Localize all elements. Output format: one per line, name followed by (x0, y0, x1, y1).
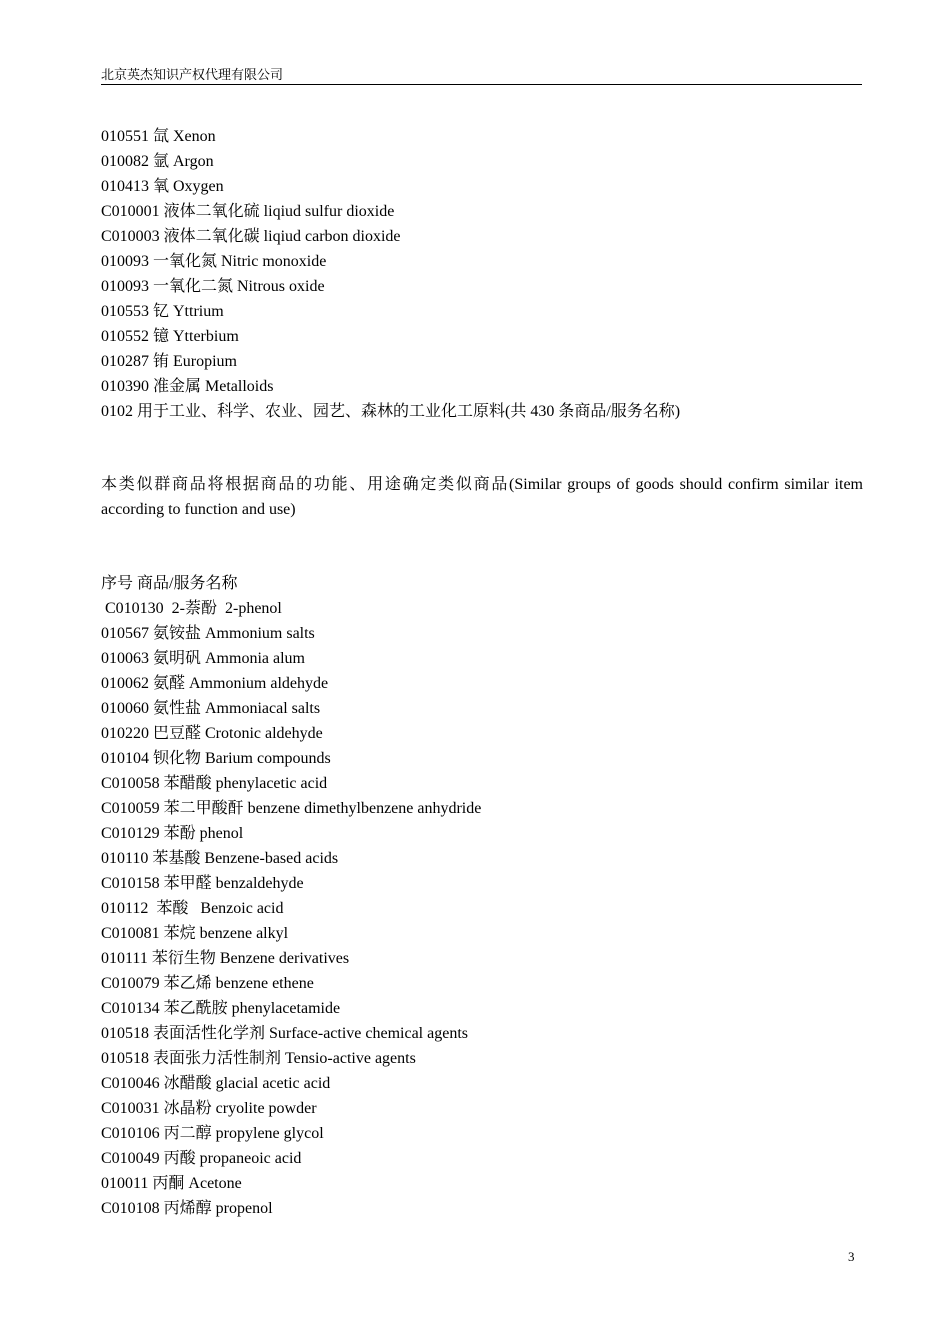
list-item: 010011 丙酮 Acetone (101, 1175, 242, 1192)
list-item: 010110 苯基酸 Benzene-based acids (101, 850, 339, 867)
list-item: C010108 丙烯醇 propenol (101, 1200, 273, 1217)
goods-list-top (101, 124, 863, 424)
list-item: 010220 巴豆醛 Crotonic aldehyde (101, 725, 323, 742)
list-item: 010111 苯衍生物 Benzene derivatives (101, 950, 350, 967)
list-item: 010567 氨铵盐 Ammonium salts (101, 625, 315, 642)
list-item: C010059 苯二甲酸酐 benzene dimethylbenzene anhydride (101, 800, 482, 817)
list-item: 010060 氨性盐 Ammoniacal salts (101, 700, 321, 717)
goods-list-main (101, 571, 863, 1221)
list-item: 010112 苯酸 Benzoic acid (101, 900, 284, 917)
list-item: C010001 液体二氧化硫 liqiud sulfur dioxide (101, 203, 395, 220)
list-item: C010031 冰晶粉 cryolite powder (101, 1100, 317, 1117)
list-item: 010390 准金属 Metalloids (101, 378, 274, 395)
list-item: 010413 氧 Oxygen (101, 178, 224, 195)
similar-groups-note: 本类似群商品将根据商品的功能、用途确定类似商品(Similar groups of goods should confirm similar item according to function and use) (101, 476, 863, 518)
list-item: 010093 一氧化氮 Nitric monoxide (101, 253, 327, 270)
list-item: C010158 苯甲醛 benzaldehyde (101, 875, 304, 892)
list-item: C010129 苯酚 phenol (101, 825, 244, 842)
list-item: C010079 苯乙烯 benzene ethene (101, 975, 314, 992)
list-item: 010104 钡化物 Barium compounds (101, 750, 331, 767)
page-number: 3 (848, 1249, 855, 1264)
list-item: 010287 铕 Europium (101, 353, 237, 370)
list-item: 010553 钇 Yttrium (101, 303, 224, 320)
list-heading: 序号 商品/服务名称 (101, 575, 238, 592)
list-item: C010046 冰醋酸 glacial acetic acid (101, 1075, 331, 1092)
list-item: C010058 苯醋酸 phenylacetic acid (101, 775, 328, 792)
list-item: C010130 2-萘酚 2-phenol (101, 600, 282, 617)
list-item: 010063 氨明矾 Ammonia alum (101, 650, 305, 667)
list-item: 010518 表面张力活性制剂 Tensio-active agents (101, 1050, 416, 1067)
list-item: C010081 苯烷 benzene alkyl (101, 925, 289, 942)
list-item: 010082 氩 Argon (101, 153, 214, 170)
list-item: 010551 氙 Xenon (101, 128, 216, 145)
list-item: C010106 丙二醇 propylene glycol (101, 1125, 324, 1142)
list-item: C010134 苯乙酰胺 phenylacetamide (101, 1000, 341, 1017)
list-item: C010003 液体二氧化碳 liqiud carbon dioxide (101, 228, 401, 245)
page-header: 北京英杰知识产权代理有限公司 (101, 66, 862, 85)
list-item: C010049 丙酸 propaneoic acid (101, 1150, 302, 1167)
list-item: 010062 氨醛 Ammonium aldehyde (101, 675, 329, 692)
section-heading: 0102 用于工业、科学、农业、园艺、森林的工业化工原料(共 430 条商品/服务名称) (101, 403, 681, 420)
list-item: 010552 镱 Ytterbium (101, 328, 239, 345)
list-item: 010093 一氧化二氮 Nitrous oxide (101, 278, 325, 295)
list-item: 010518 表面活性化学剂 Surface-active chemical agents (101, 1025, 469, 1042)
